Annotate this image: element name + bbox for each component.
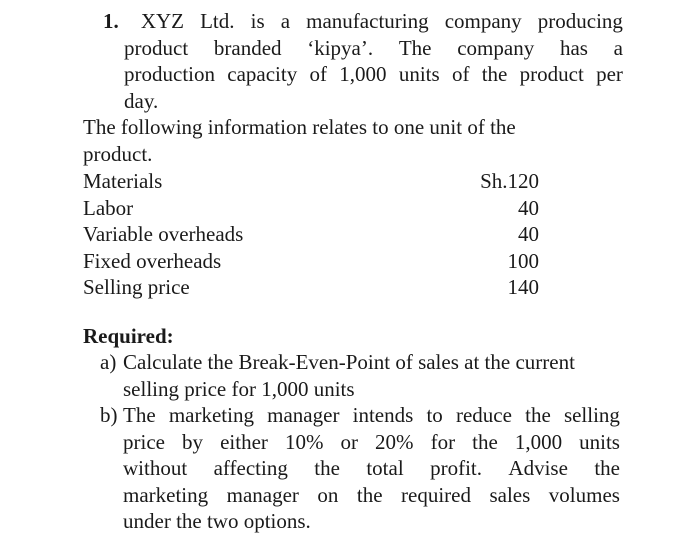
item-marker: b): [100, 403, 118, 427]
question-word: units: [398, 62, 440, 86]
question-word: of: [451, 62, 470, 86]
item-word: 20%: [375, 429, 414, 454]
item-word: units: [579, 429, 620, 454]
question-word: XYZ: [140, 9, 185, 33]
question-word: is: [250, 9, 265, 33]
item-line: [100, 482, 620, 509]
item-word: the: [594, 456, 620, 480]
item-word: without: [123, 456, 188, 480]
item-word: price: [123, 429, 165, 454]
item-word: Advise: [508, 456, 568, 480]
cost-row-materials: [83, 168, 543, 195]
question-word: manufacturing: [306, 9, 429, 33]
item-word: the: [472, 429, 498, 454]
item-word: marketing: [168, 403, 254, 427]
cost-row-fixed-overheads: [83, 248, 543, 275]
cost-row-variable-overheads: [83, 221, 543, 248]
question-word: company: [444, 9, 522, 33]
cost-row-selling-price: [83, 274, 543, 301]
item-word: required: [401, 482, 471, 507]
cost-label: Fixed overheads: [83, 248, 222, 273]
question-word: branded: [213, 35, 282, 60]
question-word: 1,000: [339, 62, 387, 86]
item-word: either: [220, 429, 268, 454]
question-line: [103, 61, 623, 88]
cost-value: 140: [507, 275, 539, 299]
cost-value: 40: [518, 195, 539, 220]
item-marker: a): [100, 350, 117, 374]
required-item-b: [100, 402, 620, 535]
item-word: manager: [226, 482, 299, 507]
question-word: capacity: [227, 62, 298, 86]
cost-label: Selling price: [83, 275, 190, 299]
question-word: a: [613, 35, 623, 60]
question-word: production: [124, 62, 215, 86]
intro-line-2: product.: [83, 141, 153, 166]
item-line: Calculate the Break-Even-Point of sales at the current: [123, 350, 575, 374]
item-line: [100, 402, 620, 429]
item-word: to: [426, 403, 443, 427]
question-word: producing: [537, 9, 623, 33]
cost-table: [83, 168, 543, 301]
question-number: 1.: [103, 9, 119, 33]
item-word: on: [317, 482, 339, 507]
intro-line-1: The following information relates to one unit of the: [83, 115, 516, 139]
question-word: ‘kipya’.: [307, 35, 374, 60]
required-items: [100, 349, 620, 535]
question-line: [103, 35, 623, 62]
question-word: of: [309, 62, 327, 86]
item-word: 10%: [284, 429, 324, 454]
item-line: under the two options.: [123, 509, 311, 533]
question-word: the: [481, 62, 508, 86]
question-paragraph: [103, 8, 623, 114]
item-word: the: [314, 456, 340, 480]
item-word: 1,000: [514, 429, 563, 454]
question-word: a: [280, 9, 291, 33]
required-item-a: [100, 349, 620, 402]
question-word: product: [519, 62, 584, 86]
question-word: has: [559, 35, 588, 60]
cost-row-labor: [83, 195, 543, 222]
item-word: the: [525, 403, 551, 427]
item-word: the: [356, 482, 383, 507]
item-line: selling price for 1,000 units: [123, 376, 355, 401]
question-word: Ltd.: [200, 9, 235, 33]
item-word: The: [123, 403, 156, 427]
item-word: manager: [267, 403, 340, 427]
question-word: company: [457, 35, 535, 60]
item-word: affecting: [213, 456, 288, 480]
question-word: product: [124, 35, 189, 60]
item-line: [100, 429, 620, 456]
question-word: The: [398, 35, 432, 60]
question-word: day.: [124, 88, 159, 113]
question-word: per: [596, 62, 623, 86]
cost-value: 100: [507, 248, 539, 273]
item-word: by: [182, 429, 204, 454]
item-word: volumes: [548, 482, 620, 507]
cost-label: Variable overheads: [83, 222, 244, 246]
question-line: [103, 8, 623, 35]
required-heading: Required:: [83, 324, 174, 348]
item-word: or: [340, 429, 358, 454]
cost-label: Materials: [83, 169, 163, 193]
item-word: total: [366, 456, 404, 480]
item-line: [100, 455, 620, 482]
cost-value: Sh.120: [480, 169, 539, 193]
item-word: selling: [563, 403, 620, 427]
cost-value: 40: [518, 222, 539, 246]
item-word: for: [430, 429, 456, 454]
item-word: intends: [352, 403, 414, 427]
item-word: reduce: [455, 403, 512, 427]
question-line: [103, 88, 623, 115]
item-word: marketing: [123, 482, 209, 507]
intro-text: [83, 114, 603, 167]
item-word: sales: [489, 482, 531, 507]
cost-label: Labor: [83, 195, 134, 220]
item-word: profit.: [430, 456, 482, 480]
